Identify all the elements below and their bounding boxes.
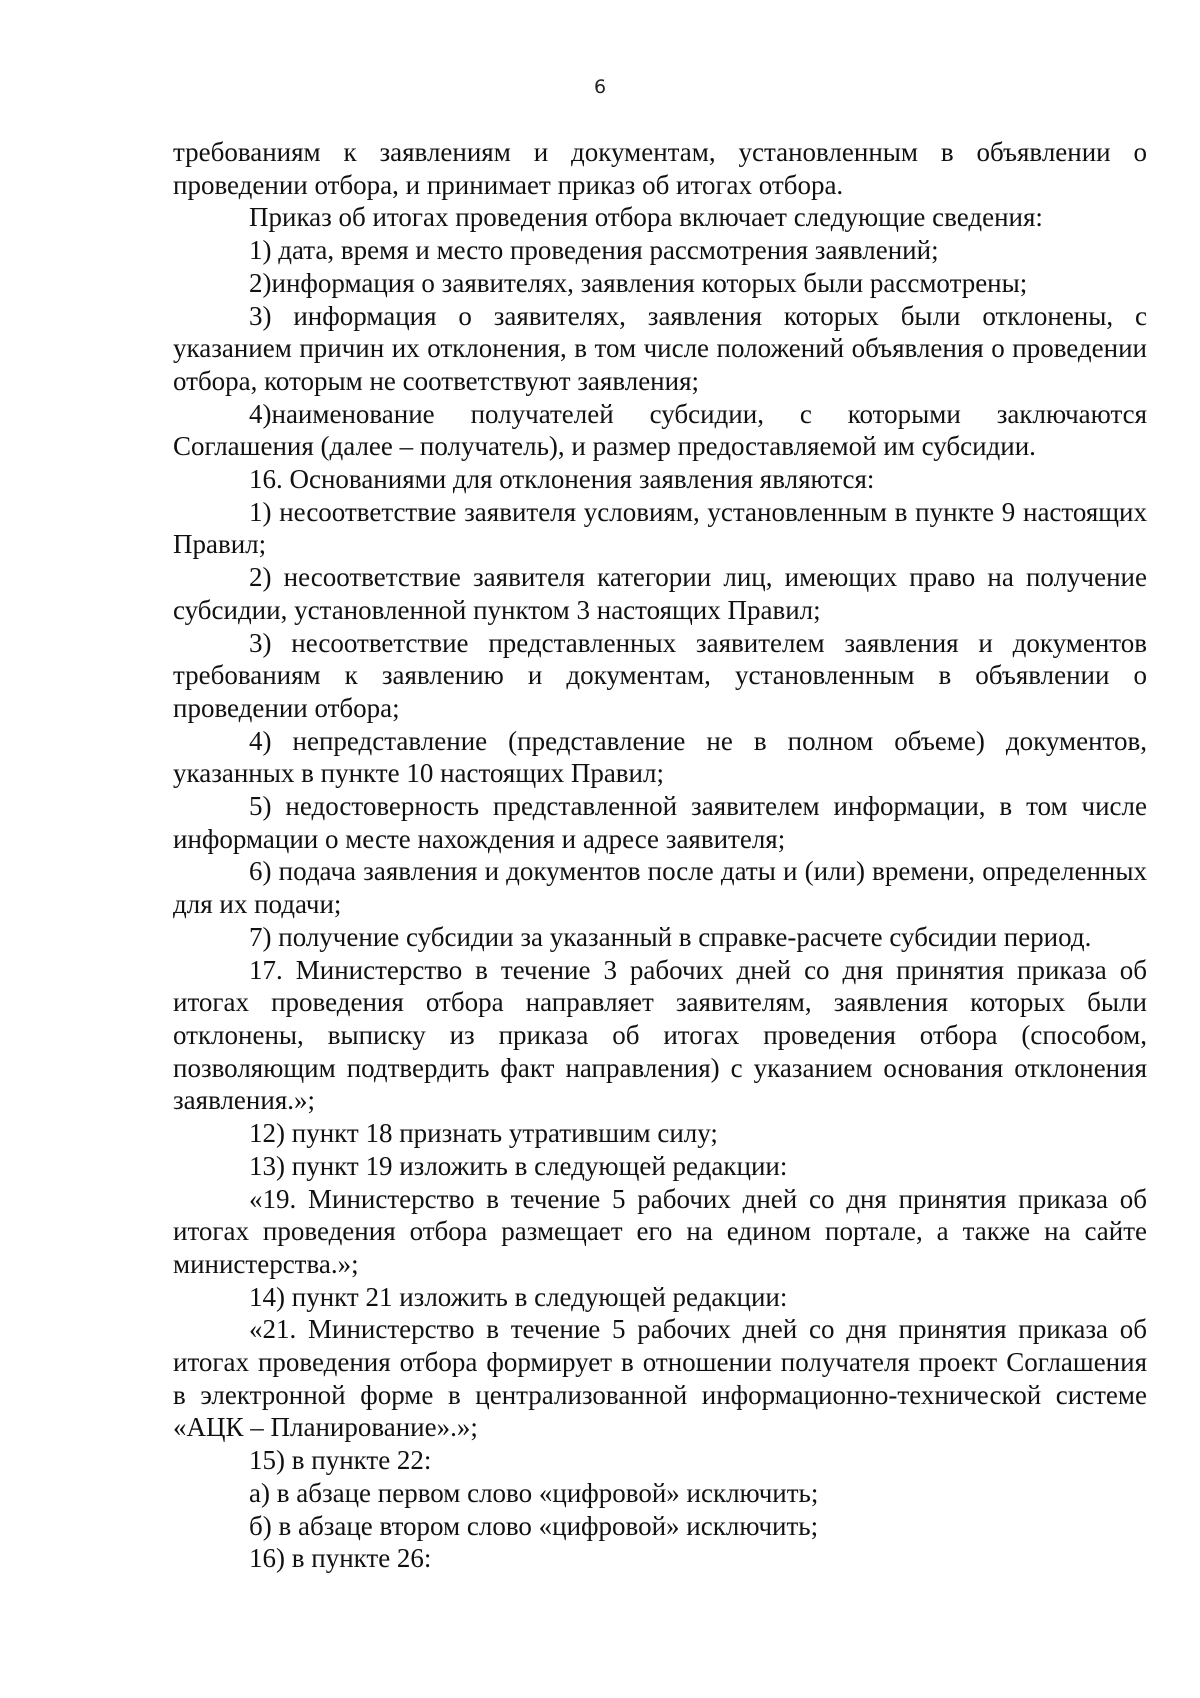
quoted-clause: «21. Министерство в течение 5 рабочих дней со дня принятия приказа об итогах проведения отбора формирует в отношении получателя проект Соглашения в электронной форме в централизованной информационно-технической системе «АЦК – Планирование».»; <box>173 1314 1147 1443</box>
clause-heading: 16. Основаниями для отклонения заявления являются: <box>249 464 875 495</box>
list-item: 4)наименование получателей субсидии, с которыми заключаются Соглашения (далее – получатель), и размер предоставляемой им субсидии. <box>173 398 1147 462</box>
document-body <box>173 136 1147 1575</box>
sub-item: б) в абзаце втором слово «цифровой» исключить; <box>249 1510 819 1541</box>
paragraph: Приказ об итогах проведения отбора включает следующие сведения: <box>249 202 1043 233</box>
clause-paragraph: 17. Министерство в течение 3 рабочих дней со дня принятия приказа об итогах проведения отбора направляет заявителям, заявления которых были отклонены, выписку из приказа об итогах проведения отбора (способом, позволяющим подтвердить факт направления) с указанием основания отклонения заявления.»; <box>173 954 1147 1116</box>
page-number: 6 <box>593 76 607 98</box>
amendment-item: 16) в пункте 26: <box>249 1543 432 1574</box>
list-item: 7) получение субсидии за указанный в справке-расчете субсидии период. <box>249 921 1092 952</box>
list-item: 2)информация о заявителях, заявления которых были рассмотрены; <box>249 267 1028 298</box>
list-item: 5) недостоверность представленной заявителем информации, в том числе информации о месте нахождения и адресе заявителя; <box>173 791 1147 854</box>
amendment-item: 13) пункт 19 изложить в следующей редакции: <box>249 1150 788 1181</box>
paragraph: требованиям к заявлениям и документам, установленным в объявлении о проведении отбора, и принимает приказ об итогах отбора. <box>173 137 1147 200</box>
list-item: 1) дата, время и место проведения рассмотрения заявлений; <box>249 235 939 266</box>
quoted-clause: «19. Министерство в течение 5 рабочих дней со дня принятия приказа об итогах проведения отбора размещает его на едином портале, а также на сайте министерства.»; <box>173 1183 1147 1279</box>
list-item: 6) подача заявления и документов после даты и (или) времени, определенных для их подачи; <box>173 856 1147 920</box>
amendment-item: 12) пункт 18 признать утратившим силу; <box>249 1118 718 1149</box>
amendment-item: 14) пункт 21 изложить в следующей редакции: <box>249 1281 788 1312</box>
list-item: 2) несоответствие заявителя категории лиц, имеющих право на получение субсидии, установленной пунктом 3 настоящих Правил; <box>173 562 1147 625</box>
list-item: 3) информация о заявителях, заявления которых были отклонены, с указанием причин их отклонения, в том числе положений объявления о проведении отбора, которым не соответствуют заявления; <box>173 300 1147 396</box>
amendment-item: 15) в пункте 22: <box>249 1445 432 1476</box>
list-item: 3) несоответствие представленных заявителем заявления и документов требованиям к заявлению и документам, установленным в объявлении о проведении отбора; <box>173 627 1147 723</box>
list-item: 1) несоответствие заявителя условиям, установленным в пункте 9 настоящих Правил; <box>173 496 1147 560</box>
sub-item: а) в абзаце первом слово «цифровой» исключить; <box>249 1477 819 1508</box>
list-item: 4) непредставление (представление не в полном объеме) документов, указанных в пункте 10 настоящих Правил; <box>173 725 1147 789</box>
